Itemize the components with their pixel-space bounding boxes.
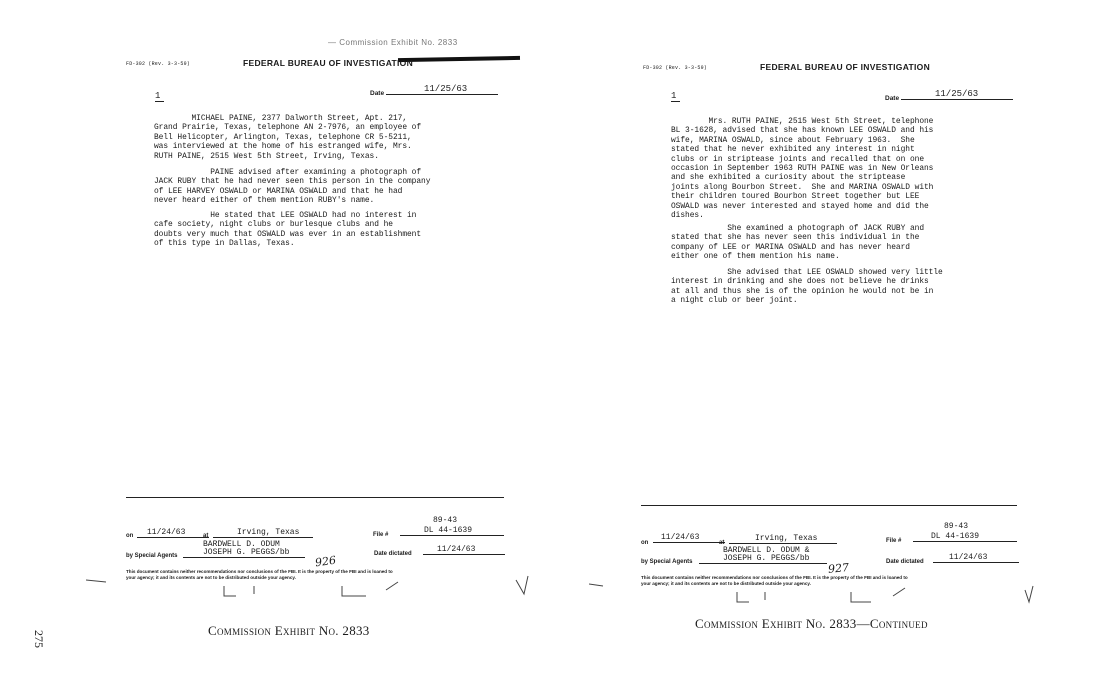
- right-document-page: [549, 0, 1094, 691]
- file-ref-top: 89-43: [944, 522, 969, 531]
- agent-name-1: BARDWELL D. ODUM: [203, 540, 280, 549]
- exhibit-caption: Commission Exhibit No. 2833—Continued: [695, 616, 928, 631]
- report-date: 11/25/63: [901, 89, 1013, 100]
- interview-date: 11/24/63: [137, 528, 209, 538]
- paragraph-3: She advised that LEE OSWALD showed very little interest in drinking and she does not believe he drinks at all and thus she is of the opinion he would not be in a night club or beer joint.: [671, 268, 943, 306]
- interview-location: Irving, Texas: [213, 528, 313, 538]
- file-ref-top: 89-43: [433, 516, 458, 525]
- volume-page-number: 275: [32, 630, 46, 648]
- by-agents-label: by Special Agents: [641, 559, 693, 565]
- at-label: at: [203, 533, 209, 539]
- agent-name-1: BARDWELL D. ODUM &: [723, 546, 810, 555]
- paragraph-2: PAINE advised after examining a photograph of JACK RUBY that he had never seen this person in the company of LEE HARVEY OSWALD or MARINA OSWALD and that he had never heard either of them mention RUBY's name.: [154, 168, 431, 206]
- form-number: FD-302 (Rev. 3-3-59): [643, 65, 708, 71]
- paragraph-1: MICHAEL PAINE, 2377 Dalworth Street, Apt. 217, Grand Prairie, Texas, telephone AN 2-7976, an employee of Bell Helicopter, Arlington, Texas, telephone CR 5-5211, was interviewed at the home of his estranged wife, Mrs. RUTH PAINE, 2515 West 5th Street, Irving, Texas.: [154, 114, 422, 161]
- agency-header: FEDERAL BUREAU OF INVESTIGATION: [760, 62, 931, 72]
- on-label: on: [126, 533, 134, 539]
- dictated-label: Date dictated: [886, 559, 924, 565]
- left-document-page: [0, 0, 545, 691]
- page-number: 1: [671, 91, 680, 102]
- dictated-label: Date dictated: [374, 551, 412, 557]
- paragraph-2: She examined a photograph of JACK RUBY and stated that she has never seen this individual in the company of LEE or MARINA OSWALD and has never heard either one of them mention his name.: [671, 224, 924, 262]
- page-edge-marks: [589, 578, 1049, 608]
- on-label: on: [641, 540, 649, 546]
- footer-rule: [126, 497, 504, 498]
- handwritten-note: 926: [314, 553, 337, 570]
- page-edge-marks: [86, 570, 546, 600]
- file-number: DL 44-1639: [913, 532, 1017, 542]
- file-label: File #: [886, 538, 902, 544]
- agency-header: FEDERAL BUREAU OF INVESTIGATION: [243, 58, 414, 68]
- exhibit-caption: Commission Exhibit No. 2833: [208, 623, 370, 638]
- agent-name-2: JOSEPH G. PEGGS/bb: [699, 554, 827, 564]
- handwritten-note: 927: [827, 561, 850, 576]
- at-label: at: [719, 540, 725, 546]
- disclaimer-text: This document contains neither recommendations nor conclusions of the FBI. It is the property of the FBI and is loaned to your agency; it and its contents are not to be distributed outside your agency.: [641, 575, 908, 586]
- file-label: File #: [373, 532, 389, 538]
- footer-rule: [641, 505, 1017, 506]
- date-label: Date: [370, 90, 385, 97]
- by-agents-label: by Special Agents: [126, 553, 178, 559]
- agent-name-2: JOSEPH G. PEGGS/bb: [183, 548, 305, 558]
- report-date: 11/25/63: [386, 84, 498, 95]
- paragraph-3: He stated that LEE OSWALD had no interest in cafe society, night clubs or burlesque clubs and he doubts very much that OSWALD was ever in an establishment of this type in Dallas, Texas.: [154, 211, 422, 249]
- page-number: 1: [155, 91, 164, 102]
- file-number: DL 44-1639: [400, 526, 504, 536]
- exhibit-stamp: — Commission Exhibit No. 2833: [328, 38, 458, 47]
- form-number: FD-302 (Rev. 3-3-59): [126, 61, 191, 67]
- dictated-date: 11/24/63: [933, 553, 1019, 563]
- interview-date: 11/24/63: [653, 533, 725, 543]
- disclaimer-text: This document contains neither recommendations nor conclusions of the FBI. It is the property of the FBI and is loaned to your agency; it and its contents are not to be distributed outside your agency.: [126, 569, 393, 580]
- interview-location: Irving, Texas: [729, 534, 837, 544]
- date-label: Date: [885, 95, 900, 102]
- paragraph-1: Mrs. RUTH PAINE, 2515 West 5th Street, telephone BL 3-1628, advised that she has known LEE OSWALD and his wife, MARINA OSWALD, since about February 1963. She stated that he never exhibited any interest in night clubs or in striptease joints and recalled that on one occasion in September 1963 RUTH PAINE was in New Orleans and she exhibited a curiosity about the striptease joints along Bourbon Street. She and MARINA OSWALD with their children toured Bourbon Street together but LEE OSWALD was never interested and stayed home and did the dishes.: [671, 117, 934, 221]
- dictated-date: 11/24/63: [423, 545, 505, 555]
- redaction-bar: [398, 56, 520, 62]
